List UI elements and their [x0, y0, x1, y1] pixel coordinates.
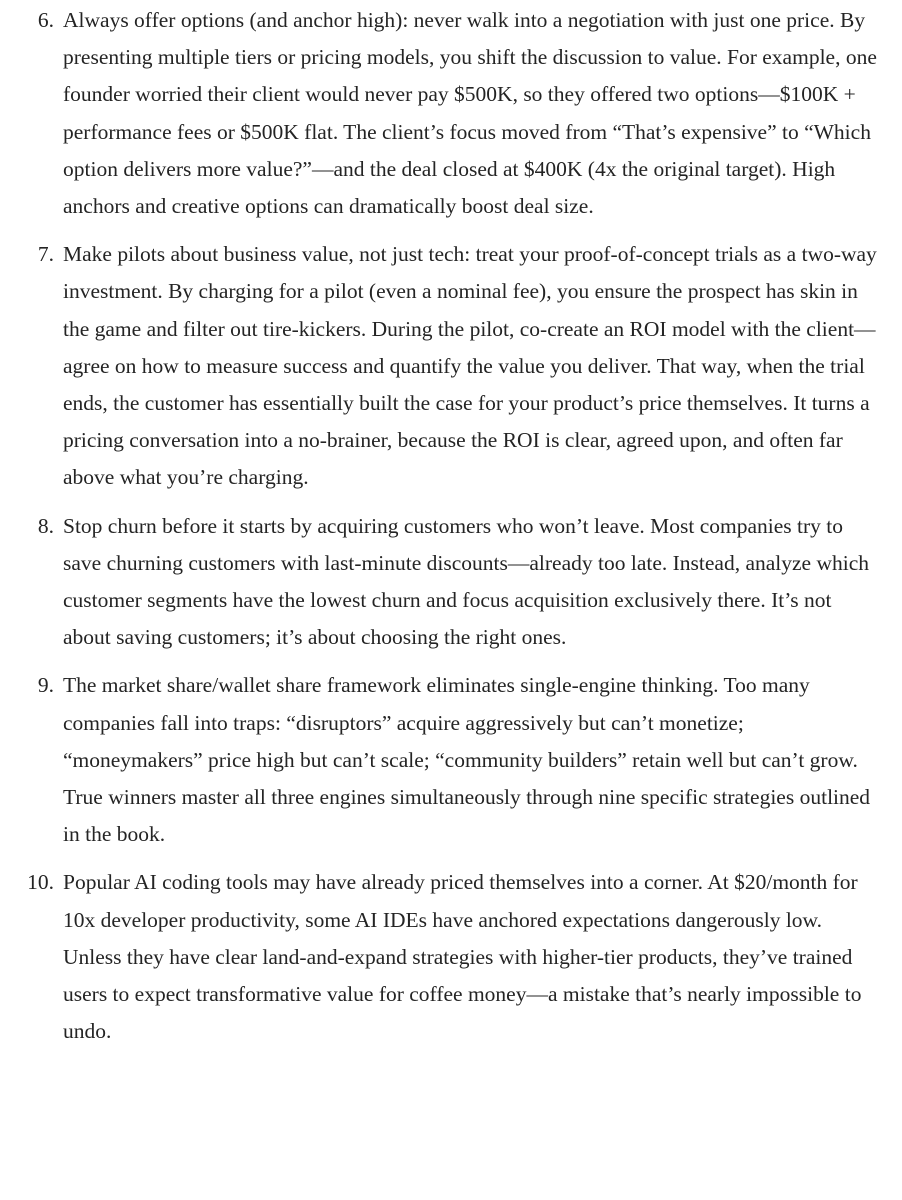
list-item-number: 7.	[37, 242, 54, 267]
list-item-number: 6.	[37, 8, 54, 32]
list-item-text: The market share/wallet share framework eliminates single-engine thinking. Too many companies fall into traps: “disruptors” acquire aggressively but can’t monetize; “moneymakers” price high but can’t scale; “community builders” retain well but can’t grow. True winners master all three engines simultaneously through nine specific strategies outlined in the book.	[63, 673, 871, 847]
list-item-number: 10.	[27, 870, 54, 895]
takeaways-list	[0, 2, 878, 1050]
list-item-number: 8.	[37, 513, 54, 538]
list-item-text: Always offer options (and anchor high): never walk into a negotiation with just one price. By presenting multiple tiers or pricing models, you shift the discussion to value. For example, one founder worried their client would never pay $500K, so they offered two options—$100K + performance fees or $500K flat. The client’s focus moved from “That’s expensive” to “Which option delivers more value?”—and the deal closed at $400K (4x the original target). High anchors and creative options can dramatically boost deal size.	[63, 8, 877, 219]
list-item	[0, 236, 878, 496]
list-item-number: 9.	[37, 673, 54, 698]
list-item	[0, 2, 878, 225]
list-item	[0, 864, 878, 1050]
list-item-text: Popular AI coding tools may have already priced themselves into a corner. At $20/month for 10x developer productivity, some AI IDEs have anchored expectations dangerously low. Unless they have clear land-and-expand strategies with higher-tier products, they’ve trained users to expect transformative value for coffee money—a mistake that’s nearly impossible to undo.	[63, 870, 862, 1044]
list-item-text: Stop churn before it starts by acquiring customers who won’t leave. Most companies try to save churning customers with last-minute discounts—already too late. Instead, analyze which customer segments have the lowest churn and focus acquisition exclusively there. It’s not about saving customers; it’s about choosing the right ones.	[63, 513, 870, 650]
list-item	[0, 667, 878, 853]
list-item-text: Make pilots about business value, not just tech: treat your proof-of-concept trials as a two-way investment. By charging for a pilot (even a nominal fee), you ensure the prospect has skin in the game and filter out tire-kickers. During the pilot, co-create an ROI model with the client—agree on how to measure success and quantify the value you deliver. That way, when the trial ends, the customer has essentially built the case for your product’s price themselves. It turns a pricing conversation into a no-brainer, because the ROI is clear, agreed upon, and often far above what you’re charging.	[63, 242, 877, 490]
list-item	[0, 508, 878, 657]
